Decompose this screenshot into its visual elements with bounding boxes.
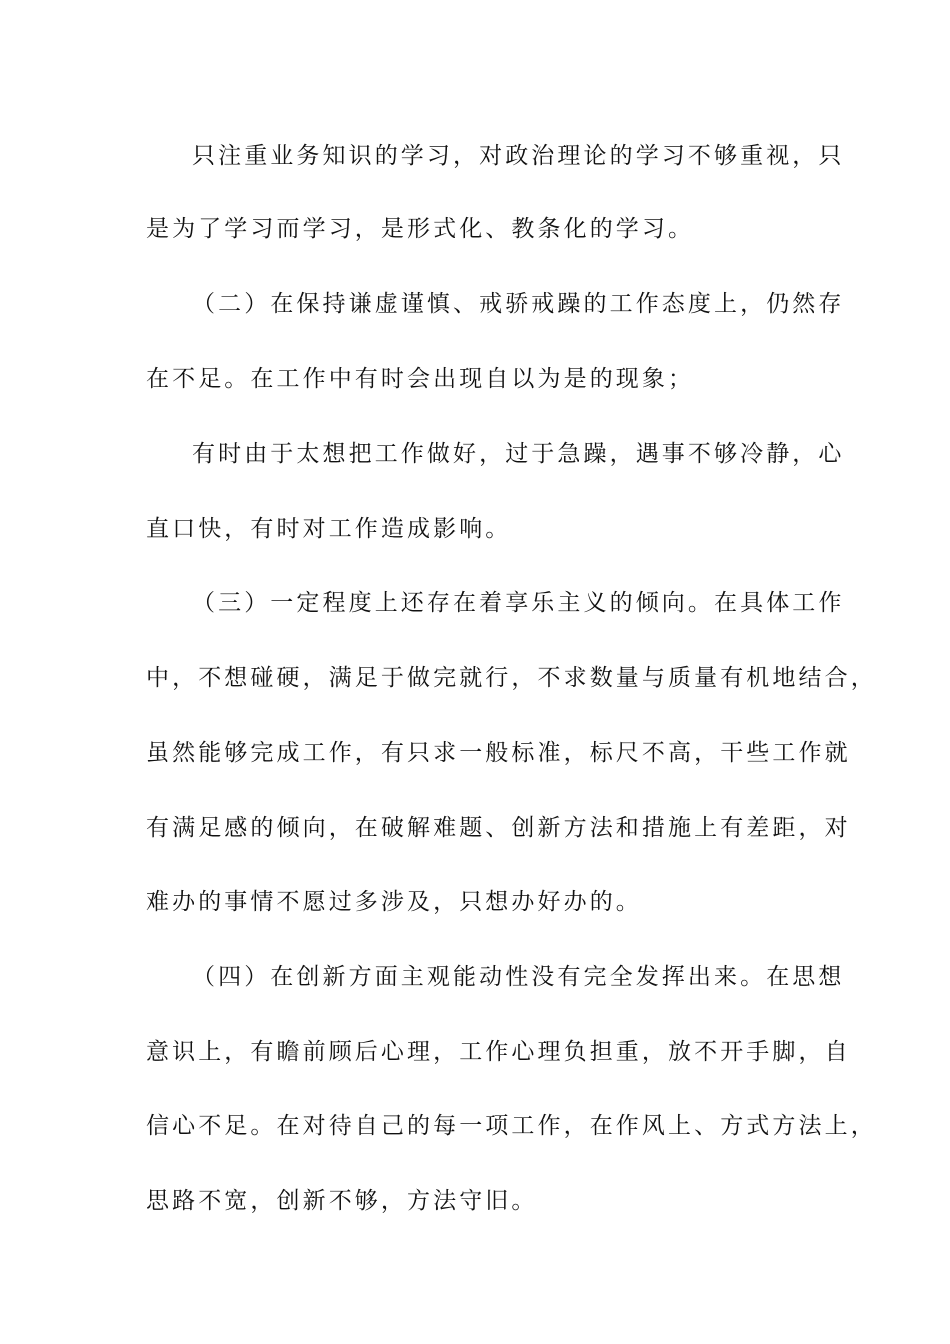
text-line: 有满足感的倾向，在破解难题、创新方法和措施上有差距，对 (146, 815, 851, 841)
text-line: 直口快，有时对工作造成影响。 (146, 516, 512, 542)
text-line: （四）在创新方面主观能动性没有完全发挥出来。在思想 (192, 964, 845, 990)
text-line: 虽然能够完成工作，有只求一般标准，标尺不高，干些工作就 (146, 740, 851, 766)
text-line: 中，不想碰硬，满足于做完就行，不求数量与质量有机地结合， (146, 665, 877, 691)
text-line: 思路不宽，创新不够，方法守旧。 (146, 1188, 538, 1214)
text-line: （三）一定程度上还存在着享乐主义的倾向。在具体工作 (192, 590, 845, 616)
text-line: 意识上，有瞻前顾后心理，工作心理负担重，放不开手脚，自 (146, 1039, 851, 1065)
text-line: 有时由于太想把工作做好，过于急躁，遇事不够冷静，心 (192, 441, 845, 467)
text-line: 是为了学习而学习，是形式化、教条化的学习。 (146, 216, 695, 242)
text-line: （二）在保持谦虚谨慎、戒骄戒躁的工作态度上，仍然存 (192, 291, 845, 317)
text-line: 只注重业务知识的学习，对政治理论的学习不够重视，只 (192, 143, 845, 169)
text-line: 难办的事情不愿过多涉及，只想办好办的。 (146, 889, 642, 915)
text-line: 信心不足。在对待自己的每一项工作，在作风上、方式方法上， (146, 1113, 877, 1139)
text-line: 在不足。在工作中有时会出现自以为是的现象； (146, 366, 695, 392)
